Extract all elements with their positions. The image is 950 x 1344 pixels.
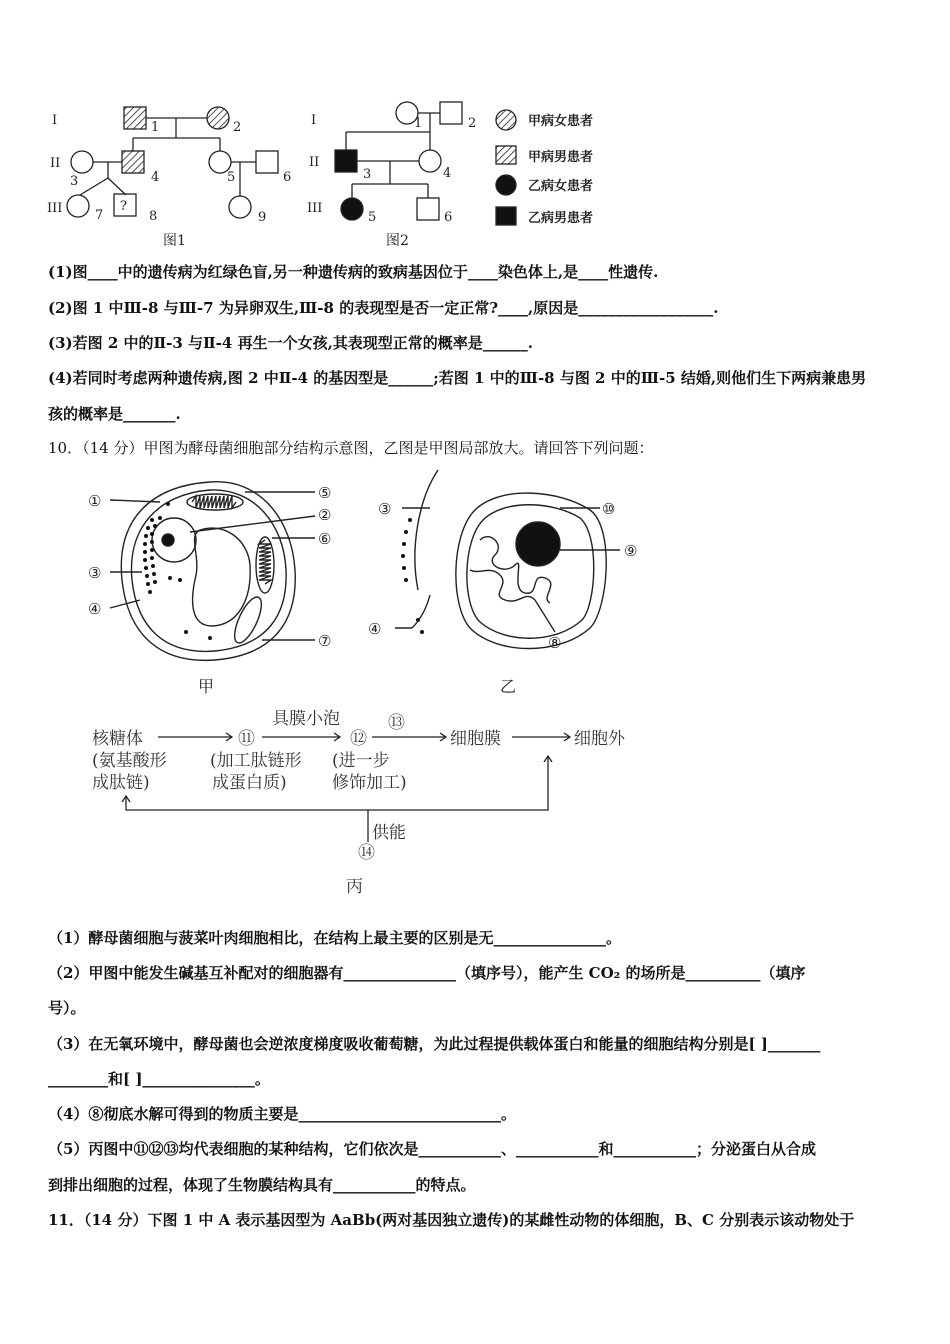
yi-nucleolus <box>516 522 560 566</box>
flow-extracellular: 细胞外 <box>574 729 625 749</box>
flow-ribosome-sub1: (氨基酸形 <box>92 751 167 771</box>
yi-label-9: ⑨ <box>624 542 638 560</box>
q11-header: 11．（14 分）下图 1 中 A 表示基因型为 AaBb(两对基因独立遗传)的某雌性动物的体细胞，B、C 分别表示该动物处于 <box>48 1211 855 1229</box>
jia-label-5: ⑤ <box>318 484 332 502</box>
fig-yi-caption: 乙 <box>500 677 517 696</box>
q9-line-5: 孩的概率是_______. <box>48 405 181 423</box>
yeast-cell-figures <box>0 460 950 900</box>
flow-node-12-sub1: (进一步 <box>332 751 390 771</box>
fig2-num-2: 2 <box>468 116 477 131</box>
q10-s3b: ________和[ ]_______________。 <box>48 1070 270 1088</box>
fig1-unknown-mark: ? <box>120 199 127 214</box>
q9-line-4: (4)若同时考虑两种遗传病,图 2 中Ⅱ-4 的基因型是______;若图 1 中的Ⅲ-8 与图 2 中的Ⅲ-5 结婚,则他们生下两病兼患男 <box>48 369 867 387</box>
legend-jia-male-symbol <box>496 146 516 164</box>
flow-node-12: ⑫ <box>350 729 367 749</box>
q10-s3a: （3）在无氧环境中，酵母菌也会逆浓度梯度吸收葡萄糖，为此过程提供载体蛋白和能量的细胞结构分别是[ ]_______ <box>48 1035 821 1053</box>
jia-label-7: ⑦ <box>318 632 332 650</box>
fig1-num-5: 5 <box>227 170 236 185</box>
fig2-gen-III: III <box>307 201 323 216</box>
flow-node-11-sub2: 成蛋白质) <box>212 773 287 793</box>
fig1-num-3: 3 <box>70 174 79 189</box>
jia-label-6: ⑥ <box>318 530 332 548</box>
jia-label-3: ③ <box>88 564 102 582</box>
fig2-gen-I: I <box>311 113 317 128</box>
fig1-II4-affected-male <box>122 151 144 173</box>
legend-jia-female-symbol <box>496 110 516 130</box>
fig1-III9-female <box>229 196 251 218</box>
flow-node-11-sub1: (加工肽链形 <box>210 751 302 771</box>
q10-s5b: 到排出细胞的过程，体现了生物膜结构具有___________的特点。 <box>48 1176 476 1194</box>
jia-mitochondrion-bottom <box>229 594 266 647</box>
q9-line-1: (1)图____中的遗传病为红绿色盲,另一种遗传病的致病基因位于____染色体上,是____性遗传. <box>48 263 659 281</box>
legend-yi-male: 乙病男患者 <box>528 211 594 226</box>
legend-jia-male: 甲病男患者 <box>528 150 594 165</box>
flow-cell-membrane: 细胞膜 <box>450 729 501 749</box>
jia-nucleolus <box>162 534 174 546</box>
jia-label-1: ① <box>88 492 102 510</box>
yi-label-10: ⑩ <box>602 500 616 518</box>
fig1-II3-female <box>71 151 93 173</box>
fig2-I2-male <box>440 102 462 124</box>
q10-s4: （4）⑧彻底水解可得到的物质主要是___________________________。 <box>48 1105 516 1123</box>
fig-jia-caption: 甲 <box>198 677 215 696</box>
fig2-II4-female <box>419 150 441 172</box>
fig1-gen-I: I <box>52 113 58 128</box>
fig1-gen-II: II <box>50 156 61 171</box>
fig1-num-2: 2 <box>233 120 242 135</box>
yi-label-4: ④ <box>368 620 382 638</box>
yi-label-8: ⑧ <box>548 634 562 652</box>
fig2-III6-male <box>417 198 439 220</box>
fig1-num-8: 8 <box>149 209 158 224</box>
fig2-III5-affected-female-B <box>341 198 363 220</box>
fig1-gen-III: III <box>47 201 63 216</box>
fig2-num-6: 6 <box>444 210 453 225</box>
legend-yi-male-symbol <box>496 207 516 225</box>
fig2-gen-II: II <box>309 155 320 170</box>
fig2-num-4: 4 <box>443 166 452 181</box>
pedigree-figures <box>0 0 950 250</box>
q10-header: 10．（14 分）甲图为酵母菌细胞部分结构示意图，乙图是甲图局部放大。请回答下列问题： <box>48 439 654 457</box>
yi-er-lower <box>412 595 430 628</box>
jia-cell-outline <box>121 482 295 661</box>
fig2-II3-affected-male-B <box>335 150 357 172</box>
q10-s2b: 号）。 <box>48 999 86 1017</box>
flow-node-14: ⑭ <box>358 843 375 863</box>
fig1-num-4: 4 <box>151 170 160 185</box>
fig1-num-6: 6 <box>283 170 292 185</box>
legend-yi-female-symbol <box>496 175 516 195</box>
yi-label-3: ③ <box>378 500 392 518</box>
fig1-num-7: 7 <box>95 208 104 223</box>
flow-ribosome: 核糖体 <box>92 729 143 749</box>
flow-node-11: ⑪ <box>238 729 255 749</box>
q10-s1: （1）酵母菌细胞与菠菜叶肉细胞相比，在结构上最主要的区别是无_______________。 <box>48 929 621 947</box>
q10-s2a: （2）甲图中能发生碱基互补配对的细胞器有_______________（填序号），能产生 CO₂ 的场所是__________（填序 <box>48 964 806 982</box>
legend-yi-female: 乙病女患者 <box>528 179 594 194</box>
fig1-num-1: 1 <box>151 120 160 135</box>
q9-line-3: (3)若图 2 中的Ⅱ-3 与Ⅱ-4 再生一个女孩,其表现型正常的概率是______. <box>48 334 534 352</box>
fig2-num-3: 3 <box>363 167 372 182</box>
flow-ribosome-sub2: 成肽链) <box>92 773 150 793</box>
fig2-caption: 图2 <box>386 233 409 249</box>
flow-node-12-sub2: 修饰加工) <box>332 773 407 793</box>
q10-s5a: （5）丙图中⑪⑫⑬均代表细胞的某种结构，它们依次是___________、___________和___________；分泌蛋白从合成 <box>48 1140 816 1158</box>
yi-er-upper <box>415 470 438 590</box>
fig1-num-9: 9 <box>258 210 267 225</box>
fig1-I1-affected-male <box>124 107 146 129</box>
jia-label-2: ② <box>318 506 332 524</box>
jia-label-4: ④ <box>88 600 102 618</box>
fig1-III7-female <box>67 195 89 217</box>
fig2-num-1: 1 <box>414 116 423 131</box>
flow-energy-label: 供能 <box>372 823 406 843</box>
ribosome-dots <box>143 502 424 640</box>
flow-vesicle-label: 具膜小泡 <box>272 709 340 729</box>
fig1-II6-male <box>256 151 278 173</box>
fig1-caption: 图1 <box>163 233 186 249</box>
flow-node-13: ⑬ <box>388 713 405 733</box>
fig1-I2-affected-female <box>207 107 229 129</box>
legend-jia-female: 甲病女患者 <box>528 114 594 129</box>
q9-line-2: (2)图 1 中Ⅲ-8 与Ⅲ-7 为异卵双生,Ⅲ-8 的表现型是否一定正常?____,原因是__________________. <box>48 299 719 317</box>
fig2-num-5: 5 <box>368 210 377 225</box>
fig-bing-caption: 丙 <box>346 877 363 897</box>
